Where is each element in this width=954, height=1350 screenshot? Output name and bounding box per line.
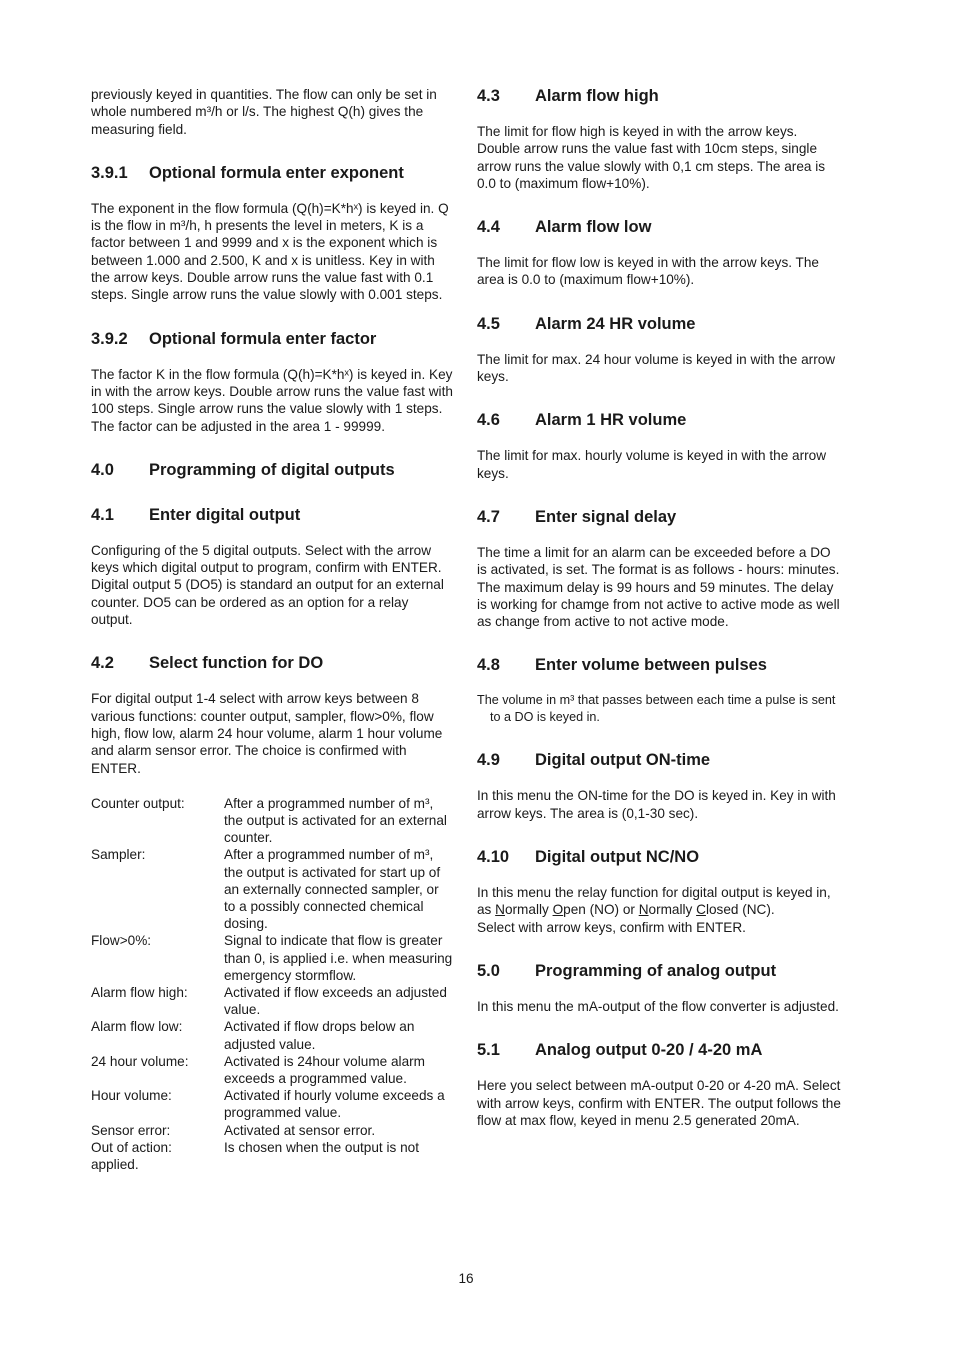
intro-paragraph: previously keyed in quantities. The flow can only be set in whole numbered m³/h or l/s. The highest Q(h) gives the measuring field. bbox=[91, 87, 437, 137]
function-row: Out of action: Is chosen when the output is not bbox=[91, 1139, 419, 1155]
function-row: Alarm flow low: Activated if flow drops below an adjusted value. bbox=[91, 1019, 415, 1052]
paragraph-4-1-b: Digital output 5 (DO5) is standard an output for an external counter. DO5 can be ordered as an option for a relay output. bbox=[91, 577, 444, 628]
function-row-trailing: applied. bbox=[91, 1157, 139, 1173]
heading-4-1: 4.1 Enter digital output bbox=[91, 505, 301, 524]
paragraph-4-6: The limit for max. hourly volume is keyed in with the arrow keys. bbox=[477, 448, 827, 481]
paragraph-3-9-1: The exponent in the flow formula (Q(h)=K*hˣ) is keyed in. Q is the flow in m³/h, h presents the level in meters, K is a factor between 1 and 9999 and x is the exponent which is between 1.000 and 2.500, K and x is unitless. Key in with the arrow keys. Double arrow runs the value fast with 0.1 steps. Single arrow runs the value slowly with 0.001 steps. bbox=[91, 200, 449, 303]
paragraph-5-0: In this menu the mA-output of the flow converter is adjusted. bbox=[477, 998, 839, 1014]
paragraph-4-8: The volume in m³ that passes between each time a pulse is sent to a DO is keyed in. bbox=[477, 693, 836, 724]
function-row: Flow>0%: Signal to indicate that flow is greater than 0, is applied i.e. when measuring emergency stormflow. bbox=[91, 933, 453, 983]
heading-4-7: 4.7 Enter signal delay bbox=[477, 507, 677, 526]
function-row: Sensor error: Activated at sensor error. bbox=[91, 1122, 376, 1138]
paragraph-3-9-2: The factor K in the flow formula (Q(h)=K*hˣ) is keyed in. Key in with the arrow keys. Double arrow runs the value fast with 100 steps. Single arrow runs the value slowly with 1 steps. The factor can be adjusted in the area 1 - 99999. bbox=[91, 366, 453, 434]
paragraph-4-9: In this menu the ON-time for the DO is keyed in. Key in with arrow keys. The area is (0,1-30 sec). bbox=[477, 788, 836, 821]
left-column bbox=[91, 86, 453, 1173]
paragraph-4-7: The time a limit for an alarm can be exceeded before a DO is activated, is set. The format is as follows - hours: minutes. The maximum delay is 99 hours and 59 minutes. The delay is working for chamge from not active to active mode as well as change from active to not active mode. bbox=[477, 544, 840, 630]
heading-4-9: 4.9 Digital output ON-time bbox=[477, 751, 711, 770]
heading-3-9-1: 3.9.1 Optional formula enter exponent bbox=[91, 163, 404, 182]
heading-5-0: 5.0 Programming of analog output bbox=[477, 961, 777, 980]
paragraph-4-3: The limit for flow high is keyed in with the arrow keys. Double arrow runs the value fast with 10cm steps, single arrow runs the value slowly with 0,1 cm steps. The area is 0.0 to (maximum flow+10%). bbox=[477, 124, 826, 191]
heading-4-10: 4.10 Digital output NC/NO bbox=[477, 848, 700, 867]
heading-5-1: 5.1 Analog output 0-20 / 4-20 mA bbox=[477, 1041, 763, 1060]
heading-4-4: 4.4 Alarm flow low bbox=[477, 218, 652, 237]
paragraph-4-2: For digital output 1-4 select with arrow keys between 8 various functions: counter output, sampler, flow>0%, flow high, flow low, alarm 24 hour volume, alarm 1 hour volume and alarm sensor error. The choice is confirmed with ENTER. bbox=[91, 691, 443, 776]
function-row: Counter output: After a programmed number of m³, the output is activated for an external counter. bbox=[91, 795, 447, 846]
heading-4-6: 4.6 Alarm 1 HR volume bbox=[477, 411, 687, 430]
paragraph-5-1: Here you select between mA-output 0-20 or 4-20 mA. Select with arrow keys, confirm with ENTER. The output follows the flow at max flow, keyed in menu 2.5 generated 20mA. bbox=[477, 1078, 841, 1128]
function-table bbox=[91, 795, 453, 1173]
heading-4-0: 4.0 Programming of digital outputs bbox=[91, 460, 395, 479]
function-row: Sampler: After a programmed number of m³, the output is activated for start up of an externally connected sampler, or to a possibly connected chemical dosing. bbox=[91, 847, 441, 932]
right-column bbox=[477, 86, 841, 1129]
heading-4-3: 4.3 Alarm flow high bbox=[477, 87, 659, 105]
heading-4-2: 4.2 Select function for DO bbox=[91, 654, 324, 673]
function-row: Alarm flow high: Activated if flow exceeds an adjusted value. bbox=[91, 985, 447, 1018]
function-row: 24 hour volume: Activated is 24hour volume alarm exceeds a programmed value. bbox=[91, 1053, 425, 1087]
paragraph-4-10: In this menu the relay function for digital output is keyed in, as Normally Open (NO) or Normally Closed (NC). Select with arrow keys, confirm with ENTER. bbox=[477, 885, 831, 935]
paragraph-4-5: The limit for max. 24 hour volume is keyed in with the arrow keys. bbox=[477, 351, 836, 385]
heading-4-5: 4.5 Alarm 24 HR volume bbox=[477, 314, 696, 333]
paragraph-4-1-a: Configuring of the 5 digital outputs. Select with the arrow keys which digital output to program, confirm with ENTER. bbox=[91, 542, 442, 576]
function-row: Hour volume: Activated if hourly volume exceeds a programmed value. bbox=[91, 1088, 445, 1121]
paragraph-4-4: The limit for flow low is keyed in with the arrow keys. The area is 0.0 to (maximum flow+10%). bbox=[477, 255, 819, 288]
heading-4-8: 4.8 Enter volume between pulses bbox=[477, 656, 767, 675]
page-number: 16 bbox=[458, 1271, 474, 1286]
heading-3-9-2: 3.9.2 Optional formula enter factor bbox=[91, 329, 377, 348]
